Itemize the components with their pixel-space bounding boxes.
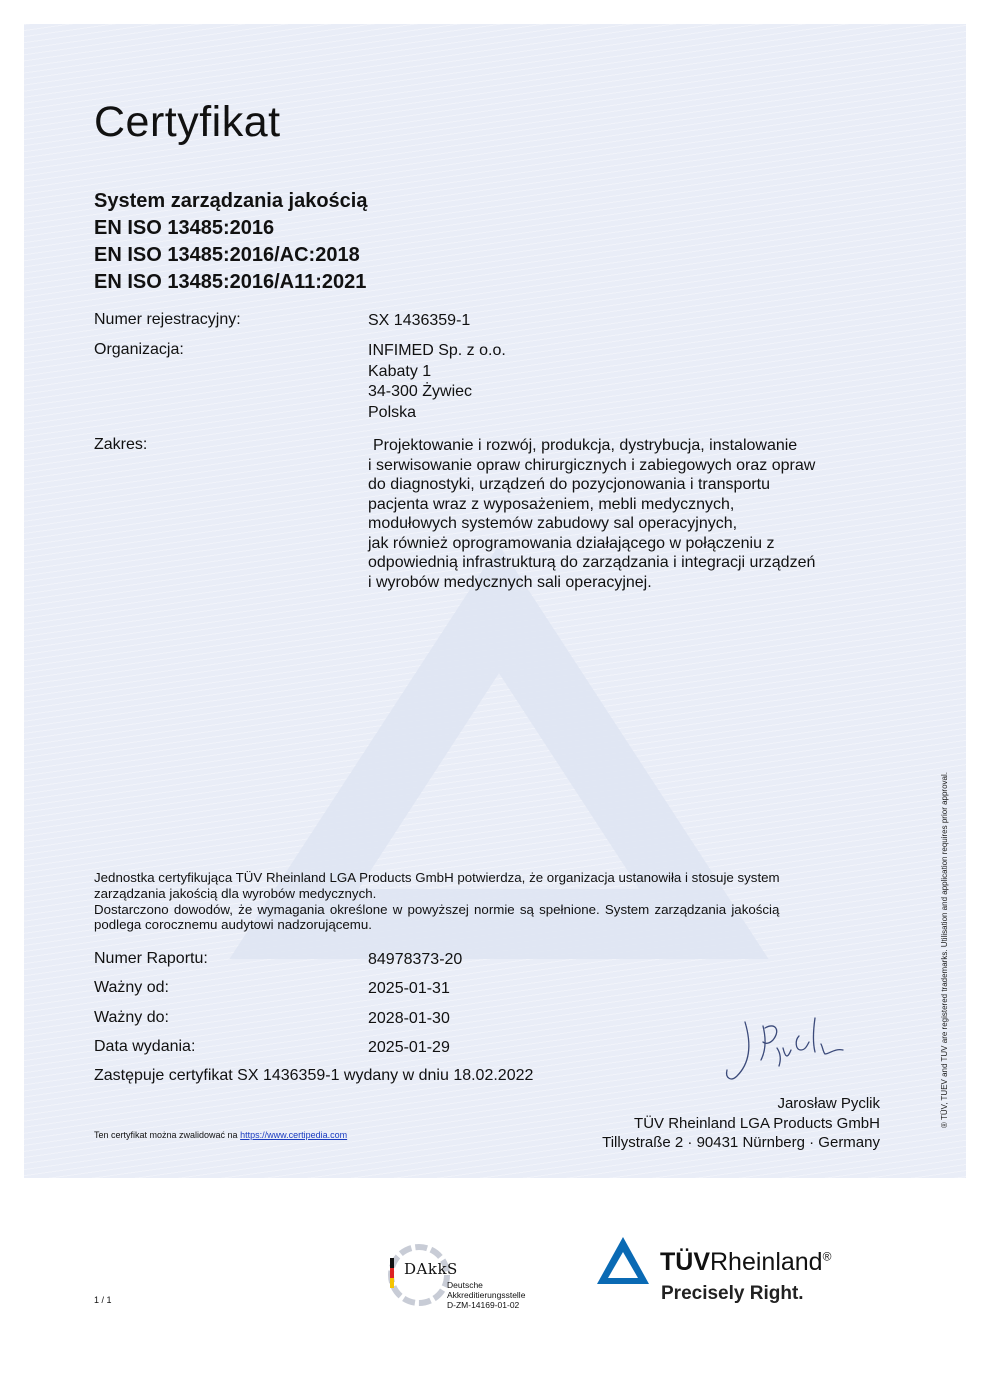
certipedia-link[interactable]: https://www.certipedia.com bbox=[240, 1130, 348, 1140]
scope-line: do diagnostyki, urządzeń do pozycjonowania i transportu bbox=[368, 476, 771, 493]
tuv-slogan: Precisely Right. bbox=[661, 1283, 804, 1304]
organization-name: INFIMED Sp. z o.o. bbox=[368, 342, 506, 359]
tuv-brand-bold: TÜV bbox=[660, 1248, 710, 1276]
trademark-note: ® TÜV, TUEV and TUV are registered trademarks. Utilisation and application requires prior approval. bbox=[940, 772, 949, 1128]
issue-date-value: 2025-01-29 bbox=[368, 1039, 450, 1056]
scope-line: pacjenta wraz z wyposażeniem, mebli medycznych, bbox=[368, 495, 735, 513]
dakks-details bbox=[447, 1280, 525, 1310]
scope-line: odpowiednią infrastrukturą do zarządzania i integracji urządzeń bbox=[368, 554, 816, 571]
scope-line: modułowych systemów zabudowy sal operacyjnych, bbox=[368, 515, 738, 532]
valid-to-label: Ważny do: bbox=[94, 1009, 169, 1026]
scope-line: i wyrobów medycznych sali operacyjnej. bbox=[368, 573, 652, 591]
organization-country: Polska bbox=[368, 403, 417, 421]
dakks-name: DAkkS bbox=[404, 1260, 458, 1278]
valid-from-value: 2025-01-31 bbox=[368, 980, 450, 997]
certificate-title: Certyfikat bbox=[94, 98, 281, 146]
scope-text bbox=[368, 436, 908, 592]
standard-line: EN ISO 13485:2016 bbox=[94, 217, 275, 239]
statement-line: Jednostka certyfikująca TÜV Rheinland LGA Products GmbH potwierdza, że organizacja ustanowiła i stosuje system bbox=[94, 870, 780, 885]
replaces-note: Zastępuje certyfikat SX 1436359-1 wydany w dniu 18.02.2022 bbox=[94, 1067, 534, 1084]
issuer-block bbox=[602, 1094, 880, 1153]
tuv-brand-rest: Rheinland bbox=[710, 1248, 823, 1276]
issuer-address: Tillystraße 2 · 90431 Nürnberg · Germany bbox=[602, 1134, 880, 1151]
statement-line: zarządzania jakością dla wyrobów medycznych. bbox=[94, 885, 377, 901]
statement-line: podlega corocznemu audytowi nadzorującemu. bbox=[94, 917, 372, 933]
statement-line: Dostarczono dowodów, że wymagania określone w powyższej normie są spełnione. System zarządzania jakością bbox=[94, 901, 780, 917]
registration-value: SX 1436359-1 bbox=[368, 312, 471, 329]
report-value: 84978373-20 bbox=[368, 951, 463, 968]
scope-line: Projektowanie i rozwój, produkcja, dystrybucja, instalowanie bbox=[373, 437, 798, 454]
tuv-registered-mark: ® bbox=[822, 1249, 832, 1264]
certification-statement bbox=[94, 870, 894, 933]
report-label: Numer Raportu: bbox=[94, 950, 208, 967]
scope-line: i serwisowanie opraw chirurgicznych i zabiegowych oraz opraw bbox=[368, 456, 816, 474]
registration-label: Numer rejestracyjny: bbox=[94, 311, 241, 328]
tuv-brand bbox=[660, 1248, 831, 1277]
organization-address bbox=[368, 341, 506, 423]
scope-label: Zakres: bbox=[94, 436, 148, 453]
verification-note bbox=[94, 1130, 347, 1140]
issuer-company: TÜV Rheinland LGA Products GmbH bbox=[634, 1114, 880, 1132]
signatory-name: Jarosław Pyclik bbox=[777, 1095, 880, 1112]
tuv-triangle-logo-icon bbox=[594, 1234, 652, 1288]
organization-city: 34-300 Żywiec bbox=[368, 383, 473, 400]
dakks-accreditation-number: D-ZM-14169-01-02 bbox=[447, 1300, 520, 1310]
scope-line: jak również oprogramowania działającego w połączeniu z bbox=[368, 534, 775, 552]
organization-label: Organizacja: bbox=[94, 341, 184, 358]
verification-text: Ten certyfikat można zwalidować na bbox=[94, 1130, 238, 1140]
standard-line: EN ISO 13485:2016/AC:2018 bbox=[94, 244, 360, 266]
issue-date-label: Data wydania: bbox=[94, 1038, 196, 1055]
valid-from-label: Ważny od: bbox=[94, 979, 169, 996]
standard-heading: System zarządzania jakością bbox=[94, 190, 368, 212]
organization-street: Kabaty 1 bbox=[368, 362, 432, 380]
page-number: 1 / 1 bbox=[94, 1295, 112, 1305]
dakks-line: Deutsche bbox=[447, 1280, 483, 1290]
standard-line: EN ISO 13485:2016/A11:2021 bbox=[94, 271, 367, 293]
signature bbox=[715, 1012, 855, 1084]
dakks-line: Akkreditierungsstelle bbox=[447, 1290, 526, 1300]
valid-to-value: 2028-01-30 bbox=[368, 1010, 450, 1027]
